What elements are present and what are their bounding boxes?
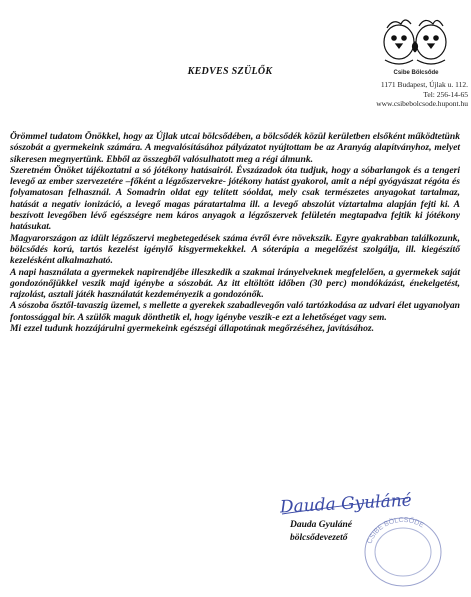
address-line: 1171 Budapest, Újlak u. 112.: [380, 80, 468, 89]
letter-title: KEDVES SZÜLŐK: [187, 66, 273, 77]
paragraph: A napi használata a gyermekek napirendjébe illeszkedik a szakmai irányelveknek megfelelően, a gyermekek saját gondozónőjükkel veszik majd igénybe a sószobát. Az itt eltöltött időben (30 perc) mondókázást, énekelgetést, rajzolást, asztali játék használatát kezdeményezik a gondozónők.: [10, 266, 460, 301]
paragraph: Magyarországon az idült légzőszervi megbetegedések száma évről évre növekszik. Egyre gyakrabban találkozunk, bölcsődés korú, tartós kezelést igénylő kisgyermekekkel. A sóterápia a megelőzést szolgálja, ill. kiegészítő kezelésként alkalmazható.: [10, 232, 460, 267]
website-line: www.csibebolcsode.hupont.hu: [376, 99, 468, 108]
signatory-role: bölcsődevezető: [290, 533, 348, 543]
logo-caption: Csibe Bölcsőde: [393, 70, 439, 76]
svg-text:Dauda Gyuláné: Dauda Gyuláné: [279, 490, 413, 518]
stamp-seal: [358, 512, 448, 592]
paragraph: Mi ezzel tudunk hozzájárulni gyermekeink egészségi állapotának megőrzéséhez, javításához.: [10, 323, 375, 335]
svg-text:CSIBE BÖLCSŐDE: CSIBE BÖLCSŐDE: [366, 516, 425, 545]
letter-body: [10, 131, 460, 334]
signatory-name: Dauda Gyuláné: [290, 520, 353, 530]
phone-line: Tel: 256-14-65: [423, 89, 468, 99]
paragraph: A sószoba ősztől-tavaszig üzemel, s mellette a gyerekek szabadlevegőn való tartózkodása az udvari élet ugyanolyan fontossággal bír. A szülők maguk dönthetik el, hogy igénybe veszik-e ezt a lehetőséget vagy sem.: [10, 300, 460, 323]
paragraph: Szeretném Önöket tájékoztatni a só jótékony hatásairól. Évszázadok óta tudjuk, hogy a sóbarlangok és a tengeri levegő az ember szervezetére –főként a légzőszervekre- jótékony hatást gyakorol, amit a népi gyógyászat régóta és folyamatosan felhasznál. A Somadrin oldat egy telített sóoldat, mely csak természetes anyagokat tartalmaz, hatását a negatív ionizáció, a levegő magas páratartalma ill. a levegő abszolút víztartalma alapján fejti ki. A beszívott levegőben lévő egészségre nem káros anyagok a légzőszervek felületén megtapadva fejtik ki jótékony hatásukat.: [10, 164, 460, 233]
chick-logo-icon: [375, 12, 455, 70]
handwritten-signature: [276, 487, 416, 523]
address-block: [350, 80, 468, 109]
paragraph: Örömmel tudatom Önökkel, hogy az Újlak utcai bölcsődében, a bölcsődék közül kerületben elsőként működtetünk sószobát a gyermekeink számára. A megvalósításához pályázatot nyújtottam be az Aranyág alapítványhoz, melyet sikeresen megnyertünk. Ebből az összegből valósulhatott meg a régi álmunk.: [10, 131, 460, 165]
